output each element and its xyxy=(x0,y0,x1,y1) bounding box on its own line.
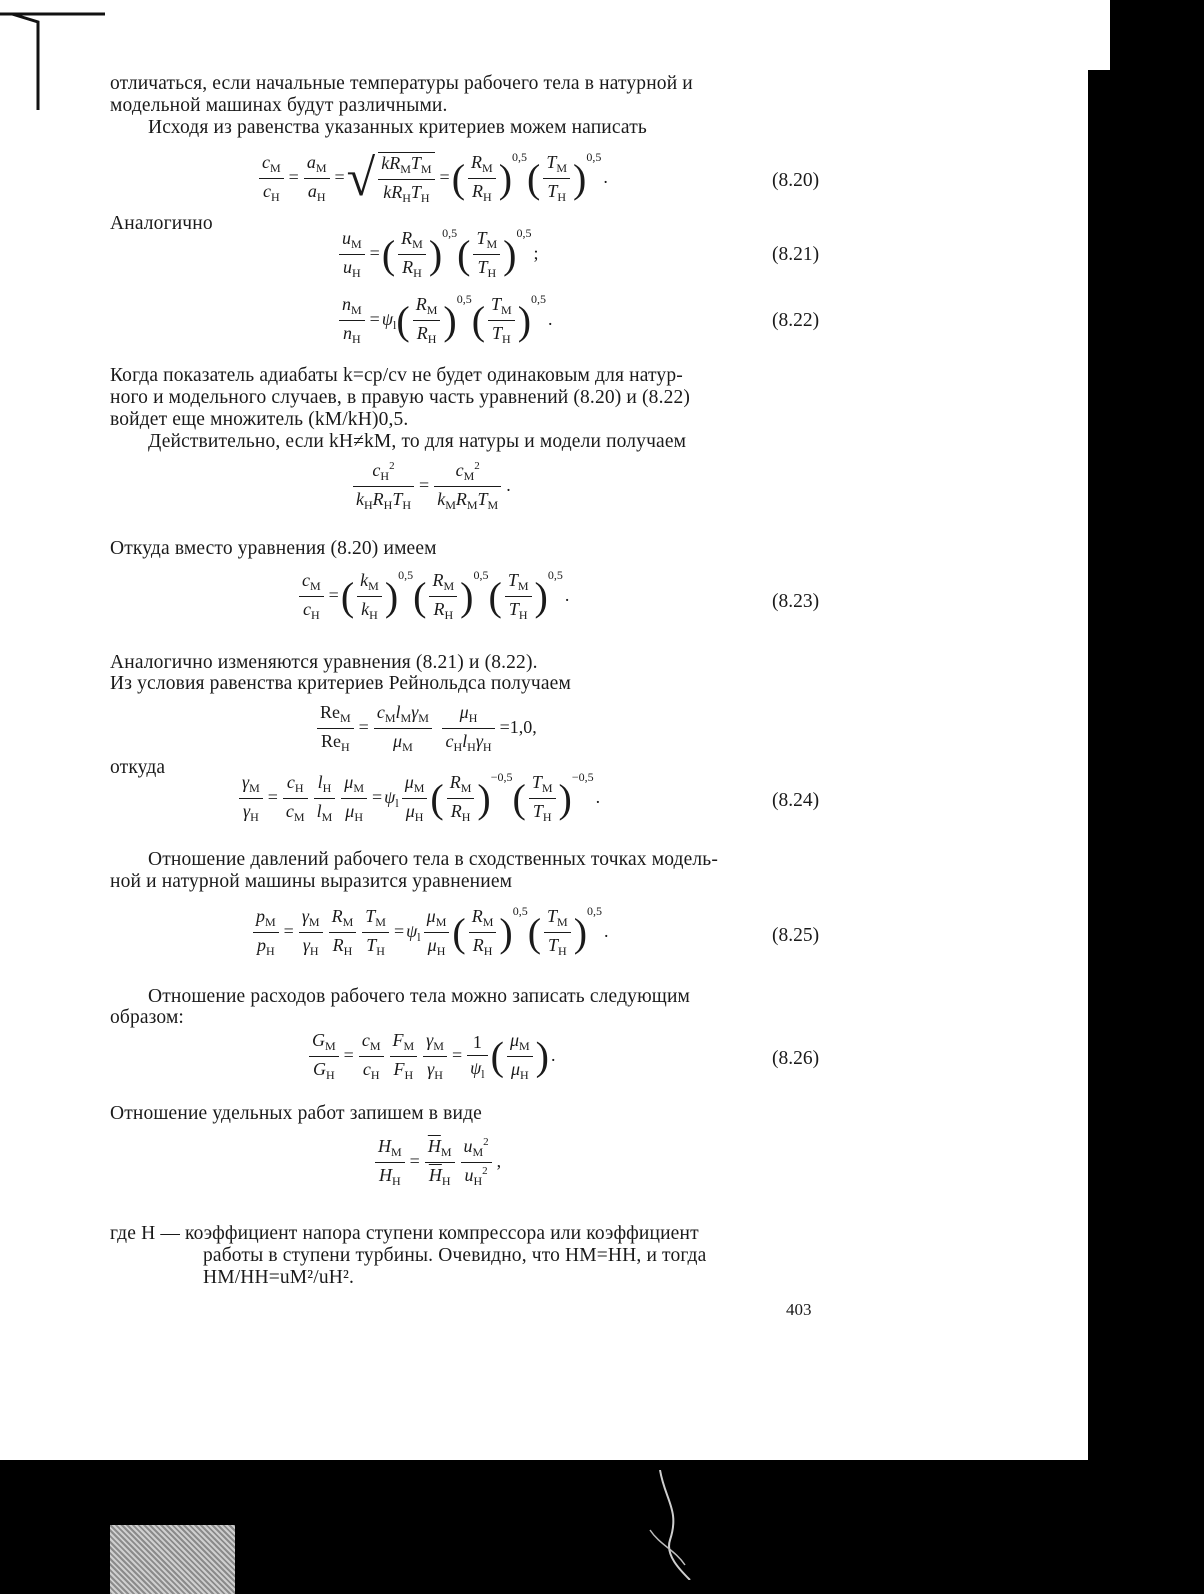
text-line: ного и модельного случаев, в правую часть уравнений (8.20) и (8.22) xyxy=(110,387,691,408)
text-line: модельной машинах будут различными. xyxy=(110,95,448,116)
text-line: откуда xyxy=(110,757,166,778)
equation-number: (8.25) xyxy=(772,925,820,946)
text-line: работы в ступени турбины. Очевидно, что HM=HH, и тогда xyxy=(203,1245,707,1266)
page-number: 403 xyxy=(786,1300,812,1319)
scan-right-edge xyxy=(1088,0,1204,1594)
equation-number: (8.23) xyxy=(772,591,820,612)
text-line: отличаться, если начальные температуры рабочего тела в натурной и xyxy=(110,73,693,94)
equation-8-20: $\frac{c_М}{c_Н}$ = $\frac{a_М}{a_Н}$ =√ $\frac{kR_МT_М}{kR_НT_Н}$ =( $\frac{R_М}{R_Н}$ )$^{0,5}$( $\frac{T_М}{T_Н}$ )$^{0,5}$. xyxy=(256,150,610,206)
text-line: Действительно, если kH≠kM, то для натуры и модели получаем xyxy=(148,431,687,452)
scan-speckle xyxy=(110,1525,235,1594)
text-line: образом: xyxy=(110,1007,185,1028)
equation-8-22: $\frac{n_М}{n_Н}$ = $\psi_l$( $\frac{R_М}{R_Н}$ )$^{0,5}$( $\frac{T_М}{T_Н}$ )$^{0,5}$. xyxy=(336,292,555,347)
text-line: где H — коэффициент напора ступени компрессора или коэффициент xyxy=(110,1223,699,1244)
equation-8-23: $\frac{c_М}{c_Н}$ =( $\frac{k_М}{k_Н}$ )$^{0,5}$( $\frac{R_М}{R_Н}$ )$^{0,5}$( $\frac{T_М}{T_Н}$ )$^{0,5}$. xyxy=(296,568,571,623)
text-line: Когда показатель адиабаты k=cp/cv не будет одинаковым для натур- xyxy=(110,365,683,386)
text-line: войдет еще множитель (kM/kH)0,5. xyxy=(110,409,409,430)
equation-8-24: $\frac{\gamma_М}{\gamma_Н}$ = $\frac{c_Н}{c_М}$ $\frac{l_Н}{l_М}$ $\frac{\mu_М}{\mu_Н}$ = $\psi_l$ $\frac{\mu_М}{\mu_Н}$ ( $\frac{R_М}{R_Н}$ )$^{-0,5}$( $\frac{T_М}{T_Н}$ )$^{-0,5}$. xyxy=(236,770,602,825)
text-line: Из условия равенства критериев Рейнольдса получаем xyxy=(110,673,571,694)
equation-8-21: $\frac{u_М}{u_Н}$ =( $\frac{R_М}{R_Н}$ )$^{0,5}$( $\frac{T_М}{T_Н}$ )$^{0,5}$; xyxy=(336,226,541,281)
equation-number: (8.24) xyxy=(772,790,820,811)
text-line: HM/HH=uM²/uH². xyxy=(203,1267,355,1288)
text-line: Аналогично xyxy=(110,213,213,234)
page-content xyxy=(110,0,830,1400)
equation-8-26: $\frac{G_М}{G_Н}$ = $\frac{c_М}{c_Н}$ $\frac{F_М}{F_Н}$ $\frac{\gamma_М}{\gamma_Н}$ = $\frac{1}{\psi_l}$ ( $\frac{\mu_М}{\mu_Н}$ ) . xyxy=(306,1030,558,1083)
equation-number: (8.20) xyxy=(772,170,820,191)
equation-number: (8.21) xyxy=(772,244,820,265)
text-line: Откуда вместо уравнения (8.20) имеем xyxy=(110,538,437,559)
equation-sound-speed: $\frac{c_Н^2}{k_НR_НT_Н}$ = $\frac{c_М^2}{k_МR_МT_М}$ . xyxy=(350,460,513,513)
text-line: ной и натурной машины выразится уравнением xyxy=(110,871,513,892)
binder-mark xyxy=(0,10,110,110)
text-line: Отношение давлений рабочего тела в сходственных точках модель- xyxy=(148,849,718,870)
equation-work-ratio: $\frac{H_М}{H_Н}$ = $\frac{\overline{H}_М}{\overline{H}_Н}$ $\frac{u_М^2}{u_Н^2}$ , xyxy=(372,1136,503,1189)
text-line: Аналогично изменяются уравнения (8.21) и (8.22). xyxy=(110,652,538,673)
equation-number: (8.26) xyxy=(772,1048,820,1069)
text-line: Отношение удельных работ запишем в виде xyxy=(110,1103,482,1124)
equation-8-25: $\frac{p_М}{p_Н}$ = $\frac{\gamma_М}{\gamma_Н}$ $\frac{R_М}{R_Н}$ $\frac{T_М}{T_Н}$ = $\psi_l$ $\frac{\mu_М}{\mu_Н}$ ( $\frac{R_М}{R_Н}$ )$^{0,5}$( $\frac{T_М}{T_Н}$ )$^{0,5}$. xyxy=(250,904,611,959)
equation-reynolds: $\frac{Re_М}{Re_Н}$ = $\frac{c_Мl_М\gamma_М}{\mu_М}$ $\frac{\mu_Н}{c_Нl_Н\gamma_Н}$ =1,0, xyxy=(314,702,539,755)
text-line: Отношение расходов рабочего тела можно записать следующим xyxy=(148,986,691,1007)
equation-number: (8.22) xyxy=(772,310,820,331)
text-line: Исходя из равенства указанных критериев можем написать xyxy=(148,117,647,138)
scan-right-notch xyxy=(1088,0,1110,70)
scan-mark xyxy=(640,1470,700,1580)
